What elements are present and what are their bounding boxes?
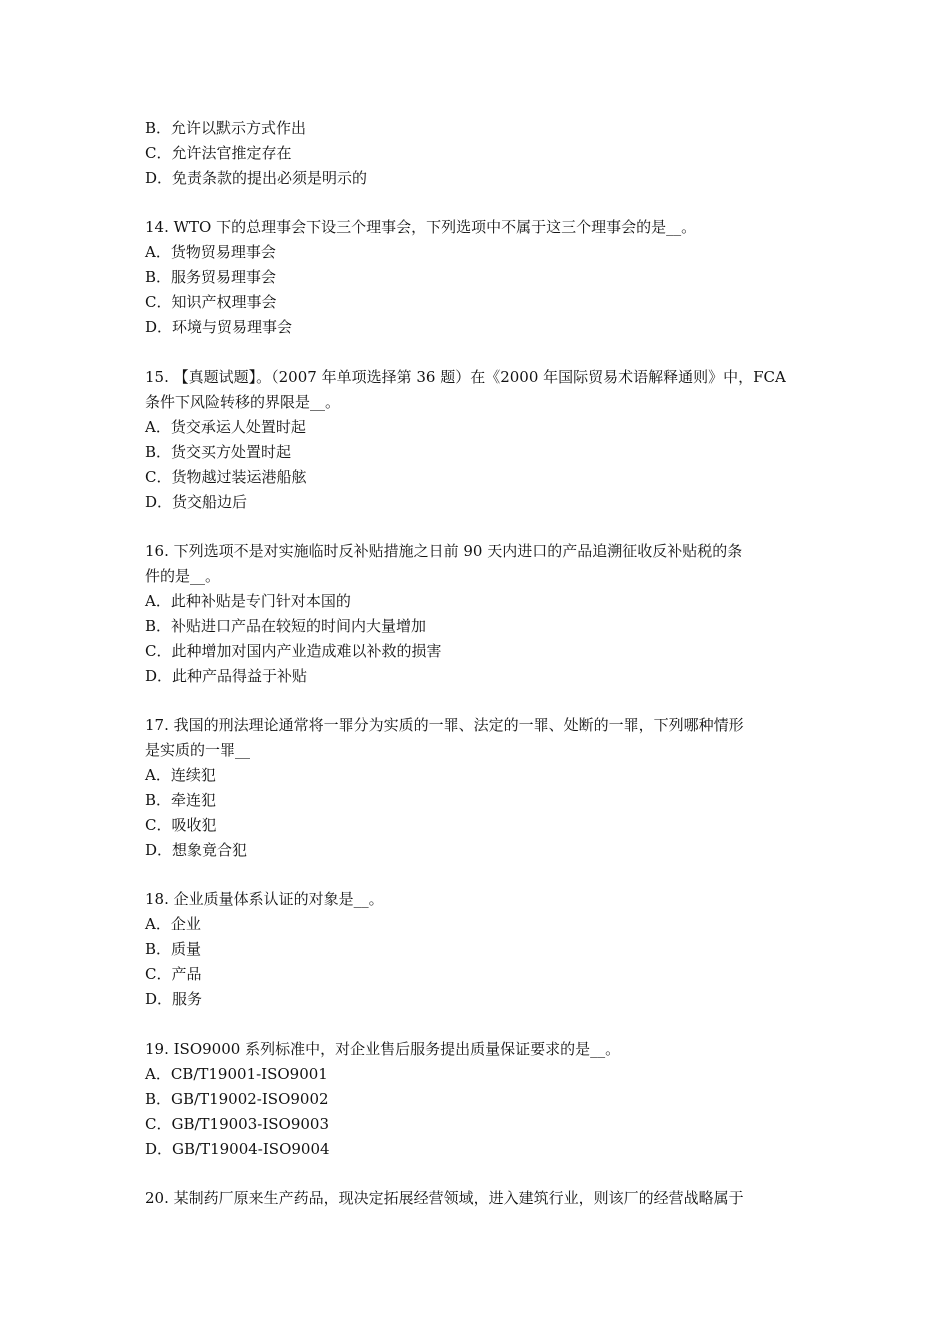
question-17-stem-cont: 是实质的一罪__ <box>145 741 251 759</box>
option-15-a: A．货交承运人处置时起 <box>145 418 306 436</box>
option-16-a: A．此种补贴是专门针对本国的 <box>145 592 351 610</box>
option-18-d: D．服务 <box>145 990 203 1008</box>
option-16-c: C．此种增加对国内产业造成难以补救的损害 <box>145 642 442 660</box>
option-14-c: C．知识产权理事会 <box>145 293 277 311</box>
option-14-d: D．环境与贸易理事会 <box>145 318 293 336</box>
option-16-b: B．补贴进口产品在较短的时间内大量增加 <box>145 617 427 635</box>
option-18-c: C．产品 <box>145 965 202 983</box>
option-14-b: B．服务贸易理事会 <box>145 268 277 286</box>
option-17-b: B．牵连犯 <box>145 791 217 809</box>
question-15-stem: 15. 【真题试题】。（2007 年单项选择第 36 题）在《2000 年国际贸易术语解释通则》中，FCA <box>145 368 786 386</box>
option-15-b: B．货交买方处置时起 <box>145 443 292 461</box>
option-19-d: D．GB/T19004-ISO9004 <box>145 1140 330 1158</box>
option-18-b: B．质量 <box>145 940 202 958</box>
option-17-c: C．吸收犯 <box>145 816 217 834</box>
option-17-a: A．连续犯 <box>145 766 216 784</box>
option-15-d: D．货交船边后 <box>145 493 248 511</box>
option-18-a: A．企业 <box>145 915 201 933</box>
question-15-stem-cont: 条件下风险转移的界限是__。 <box>145 393 341 411</box>
question-20-stem: 20. 某制药厂原来生产药品，现决定拓展经营领域，进入建筑行业，则该厂的经营战略属于 <box>145 1189 744 1207</box>
option-15-c: C．货物越过装运港船舷 <box>145 468 307 486</box>
option-19-a: A．CB/T19001-ISO9001 <box>145 1065 328 1083</box>
option-17-d: D．想象竟合犯 <box>145 841 248 859</box>
option-19-b: B．GB/T19002-ISO9002 <box>145 1090 329 1108</box>
question-16-stem: 16. 下列选项不是对实施临时反补贴措施之日前 90 天内进口的产品追溯征收反补贴税的条 <box>145 542 743 560</box>
option-13-b: B．允许以默示方式作出 <box>145 119 307 137</box>
option-13-d: D．免责条款的提出必须是明示的 <box>145 169 368 187</box>
question-19-stem: 19. ISO9000 系列标准中，对企业售后服务提出质量保证要求的是__。 <box>145 1040 621 1058</box>
question-17-stem: 17. 我国的刑法理论通常将一罪分为实质的一罪、法定的一罪、处断的一罪，下列哪种情形 <box>145 716 744 734</box>
option-19-c: C．GB/T19003-ISO9003 <box>145 1115 329 1133</box>
option-13-c: C．允许法官推定存在 <box>145 144 292 162</box>
question-18-stem: 18. 企业质量体系认证的对象是__。 <box>145 890 384 908</box>
option-16-d: D．此种产品得益于补贴 <box>145 667 308 685</box>
option-14-a: A．货物贸易理事会 <box>145 243 276 261</box>
question-14-stem: 14. WTO 下的总理事会下设三个理事会，下列选项中不属于这三个理事会的是__。 <box>145 218 697 236</box>
question-16-stem-cont: 件的是__。 <box>145 567 221 585</box>
